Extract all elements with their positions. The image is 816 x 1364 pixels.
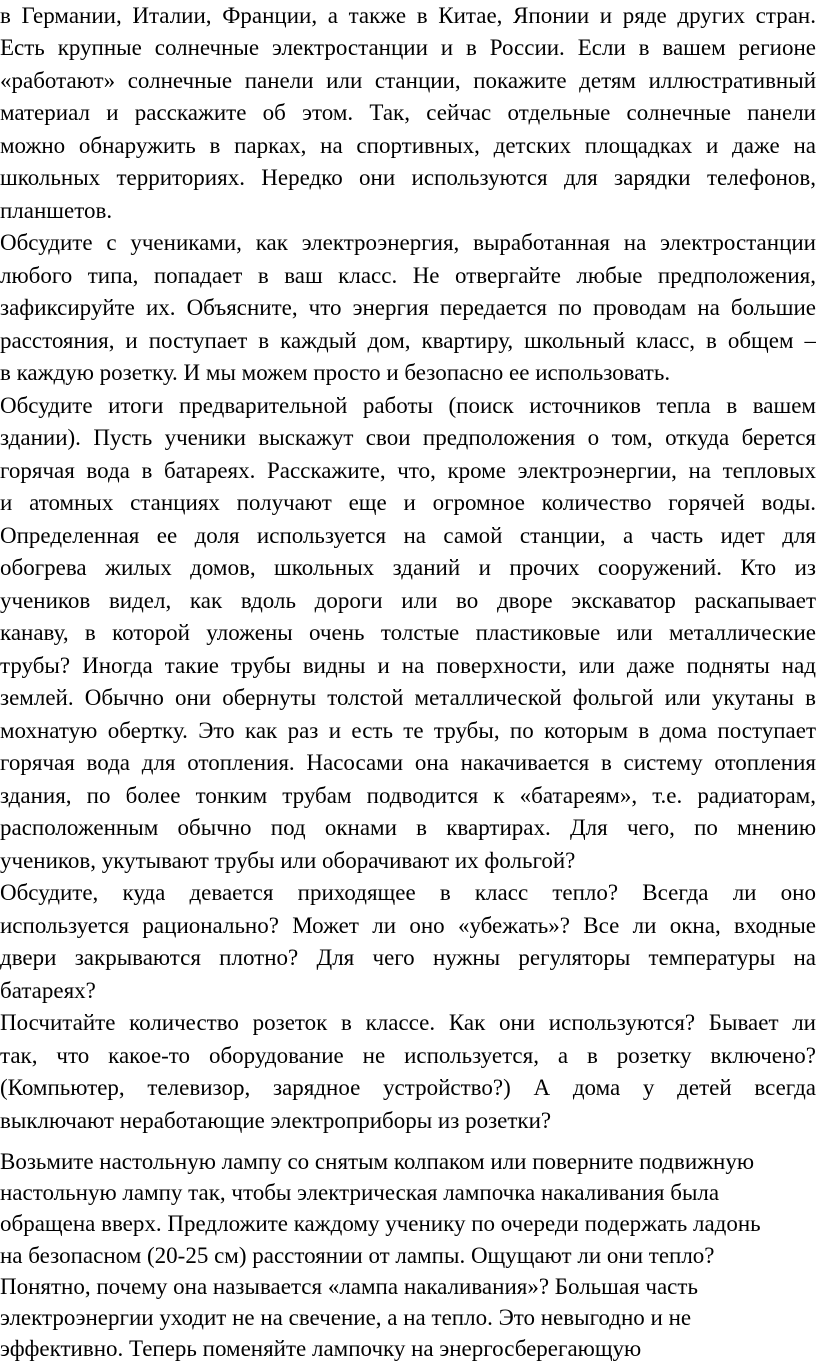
text-line: эффективно. Теперь поменяйте лампочку на энергосберегающую	[0, 1336, 642, 1362]
text-line: (Компьютер, телевизор, зарядное устройство?) А дома у детей всегда	[0, 1075, 816, 1100]
text-line: батареях?	[0, 977, 96, 1003]
text-line: здании). Пусть ученики выскажут свои предположения о том, откуда берется	[0, 425, 816, 450]
text-line: Обсудите, куда девается приходящее в класс тепло? Всегда ли оно	[0, 880, 816, 905]
text-line: здания, по более тонким трубам подводится к «батареям», т.е. радиаторам,	[0, 782, 816, 808]
paragraph-electricity-delivery	[0, 227, 816, 390]
text-line: можно обнаружить в парках, на спортивных, детских площадках и даже на	[0, 132, 816, 158]
text-line: учеников видел, как вдоль дороги или во дворе экскаватор раскапывает	[0, 587, 816, 613]
text-line: горячая вода для отопления. Насосами она накачивается в систему отопления	[0, 750, 816, 775]
text-line: настольную лампу так, чтобы электрическая лампочка накаливания была	[0, 1180, 720, 1206]
paragraph-heating-water	[0, 390, 816, 878]
text-line: землей. Обычно они обернуты толстой металлической фольгой или укутаны в	[0, 685, 816, 710]
text-line: материал и расскажите об этом. Так, сейчас отдельные солнечные панели	[0, 100, 816, 125]
text-line: в каждую розетку. И мы можем просто и безопасно ее использовать.	[0, 360, 671, 385]
text-line: любого типа, попадает в ваш класс. Не отвергайте любые предположения,	[0, 262, 816, 288]
text-line: горячая вода в батареях. Расскажите, что, кроме электроэнергии, на тепловых	[0, 457, 816, 483]
text-line: обогрева жилых домов, школьных зданий и прочих сооружений. Кто из	[0, 555, 816, 580]
text-line: так, что какое-то оборудование не используется, а в розетку включено?	[0, 1042, 816, 1068]
text-line: учеников, укутывают трубы или оборачивают их фольгой?	[0, 847, 576, 873]
text-line: двери закрываются плотно? Для чего нужны регуляторы температуры на	[0, 945, 816, 970]
text-line: мохнатую обертку. Это как раз и есть те трубы, по которым в дома поступает	[0, 717, 816, 743]
text-line: Определенная ее доля используется на самой станции, а часть идет для	[0, 522, 816, 548]
text-line: на безопасном (20-25 см) расстоянии от лампы. Ощущают ли они тепло?	[0, 1242, 715, 1268]
paragraph-solar-panels	[0, 0, 816, 227]
text-line: Возьмите настольную лампу со снятым колпаком или поверните подвижную	[0, 1149, 755, 1174]
text-line: расстояния, и поступает в каждый дом, квартиру, школьный класс, в общем –	[0, 327, 816, 353]
text-line: в Германии, Италии, Франции, а также в Китае, Японии и ряде других стран.	[0, 2, 816, 28]
text-line: Есть крупные солнечные электростанции и в России. Если в вашем регионе	[0, 35, 816, 60]
text-line: «работают» солнечные панели или станции, покажите детям иллюстративный	[0, 67, 816, 93]
text-line: Обсудите итоги предварительной работы (поиск источников тепла в вашем	[0, 392, 816, 418]
text-line: планшетов.	[0, 197, 113, 223]
paragraph-heat-loss	[0, 877, 816, 1007]
text-line: электроэнергии уходит не на свечение, а на тепло. Это невыгодно и не	[0, 1304, 692, 1330]
paragraph-sockets	[0, 1007, 816, 1137]
text-line: Посчитайте количество розеток в классе. Как они используются? Бывает ли	[0, 1010, 816, 1035]
text-line: выключают неработающие электроприборы из розетки?	[0, 1107, 552, 1133]
text-line: обращена вверх. Предложите каждому ученику по очереди подержать ладонь	[0, 1211, 761, 1237]
text-line: школьных территориях. Нередко они используются для зарядки телефонов,	[0, 165, 816, 190]
text-line: Понятно, почему она называется «лампа накаливания»? Большая часть	[0, 1273, 698, 1299]
text-line: канаву, в которой уложены очень толстые пластиковые или металлические	[0, 620, 816, 645]
text-line: Обсудите с учениками, как электроэнергия, выработанная на электростанции	[0, 230, 816, 255]
text-line: зафиксируйте их. Объясните, что энергия передается по проводам на большие	[0, 295, 816, 320]
text-line: трубы? Иногда такие трубы видны и на поверхности, или даже подняты над	[0, 652, 816, 678]
text-line: и атомных станциях получают еще и огромное количество горячей воды.	[0, 490, 816, 515]
text-line: используется рационально? Может ли оно «убежать»? Все ли окна, входные	[0, 912, 816, 938]
paragraph-lamp-experiment	[0, 1146, 816, 1364]
text-line: расположенным обычно под окнами в квартирах. Для чего, по мнению	[0, 815, 816, 840]
